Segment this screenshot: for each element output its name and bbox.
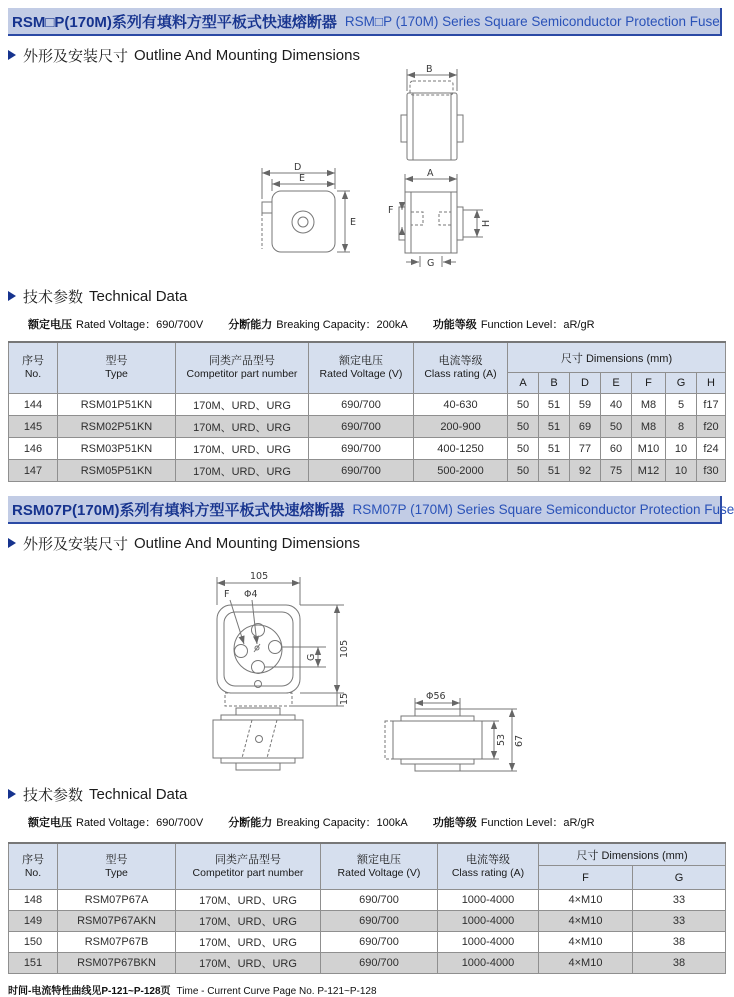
table-cell: RSM07P67B [58, 932, 176, 953]
table-cell: 145 [9, 416, 58, 438]
table-cell: f24 [697, 438, 726, 460]
table-row [9, 460, 726, 482]
dim-label-53: 53 [496, 733, 507, 746]
table-cell: 60 [601, 438, 632, 460]
table-cell: 4×M10 [539, 890, 633, 911]
dim-label-a: A [427, 168, 434, 179]
table-cell: 690/700 [309, 460, 414, 482]
table-cell: 170M、URD、URG [176, 911, 321, 932]
col-header-dim: H [697, 373, 726, 394]
series-title-en: RSM□P (170M) Series Square Semiconductor Protection Fuse [344, 13, 720, 29]
col-header-dim: E [601, 373, 632, 394]
table-cell: 1000-4000 [438, 890, 539, 911]
table-cell: 690/700 [309, 394, 414, 416]
table-cell: 144 [9, 394, 58, 416]
table-cell: 75 [601, 460, 632, 482]
tech-title-zh: 技术参数 [23, 786, 84, 804]
table-cell: f20 [697, 416, 726, 438]
outline-title-zh: 外形及安装尺寸 [23, 535, 129, 553]
col-header-competitor: 同类产品型号 Competitor part number [176, 342, 309, 394]
table-row [9, 953, 726, 974]
dim-label-e-top: E [299, 173, 306, 184]
technical-table-2 [8, 842, 726, 974]
dim-label-phi56: Φ56 [426, 691, 446, 702]
table-cell: 50 [508, 416, 539, 438]
table-row [9, 911, 726, 932]
dim-label-f: F [388, 205, 394, 216]
dim-label-f: F [224, 589, 230, 600]
table-row [9, 438, 726, 460]
table-cell: 690/700 [321, 932, 438, 953]
col-header-dimensions: 尺寸 Dimensions (mm) [508, 342, 726, 373]
table-cell: 690/700 [321, 890, 438, 911]
table-cell: M10 [632, 438, 666, 460]
spec-line-1 [28, 316, 730, 330]
table-cell: 4×M10 [539, 932, 633, 953]
table-cell: 50 [508, 394, 539, 416]
spec-function-level: 功能等级 Function Level：aR/gR [432, 319, 595, 331]
dim-label-g: G [427, 258, 435, 269]
triangle-bullet-icon [8, 538, 16, 548]
table-cell: 51 [539, 438, 570, 460]
outline-section-title-2 [8, 533, 730, 553]
table-cell: 59 [570, 394, 601, 416]
table-cell: RSM07P67BKN [58, 953, 176, 974]
table-cell: 170M、URD、URG [176, 438, 309, 460]
table-cell: 149 [9, 911, 58, 932]
table-cell: 500-2000 [414, 460, 508, 482]
col-header-dim: F [539, 866, 633, 890]
catalog-page [0, 8, 734, 997]
table-header-row [9, 843, 726, 866]
table-cell: RSM03P51KN [58, 438, 176, 460]
col-header-class: 电流等级 Class rating (A) [438, 843, 539, 890]
outline-drawing-rsm07p [0, 563, 730, 775]
dim-label-15: 15 [339, 692, 350, 705]
triangle-bullet-icon [8, 789, 16, 799]
tech-section-title-2 [8, 784, 730, 804]
technical-table-1 [8, 341, 726, 482]
tech-title-zh: 技术参数 [23, 288, 84, 306]
table-cell: 51 [539, 460, 570, 482]
col-header-competitor: 同类产品型号 Competitor part number [176, 843, 321, 890]
table-cell: 33 [633, 890, 726, 911]
table-cell: 50 [508, 460, 539, 482]
col-header-voltage: 额定电压 Rated Voltage (V) [309, 342, 414, 394]
page-footer-note: 时间-电流特性曲线见P-121~P-128页 Time - Current Curve Page No. P-121~P-128 [8, 986, 377, 997]
series-header-bar-1 [8, 8, 722, 36]
series-title-en: RSM07P (170M) Series Square Semiconductor Protection Fuse [352, 501, 734, 517]
table-cell: 170M、URD、URG [176, 932, 321, 953]
table-cell: 10 [666, 438, 697, 460]
tech-title-en: Technical Data [89, 785, 188, 803]
table-cell: 38 [633, 932, 726, 953]
spec-rated-voltage: 额定电压 Rated Voltage：690/700V [28, 817, 204, 829]
table-cell: 170M、URD、URG [176, 890, 321, 911]
dim-label-h: H [481, 219, 492, 227]
table-header-row [9, 342, 726, 373]
table-row [9, 416, 726, 438]
table-cell: RSM02P51KN [58, 416, 176, 438]
table-cell: 150 [9, 932, 58, 953]
table-cell: 10 [666, 460, 697, 482]
table-row [9, 932, 726, 953]
table-cell: 400-1250 [414, 438, 508, 460]
table-cell: 4×M10 [539, 911, 633, 932]
spec-rated-voltage: 额定电压 Rated Voltage：690/700V [28, 319, 204, 331]
table-cell: 4×M10 [539, 953, 633, 974]
spec-breaking-capacity: 分断能力 Breaking Capacity：100kA [228, 817, 408, 829]
spec-breaking-capacity: 分断能力 Breaking Capacity：200kA [228, 319, 408, 331]
table-cell: 40-630 [414, 394, 508, 416]
table-cell: f30 [697, 460, 726, 482]
dim-label-g: G [306, 653, 317, 661]
col-header-voltage: 额定电压 Rated Voltage (V) [321, 843, 438, 890]
table-cell: M8 [632, 416, 666, 438]
col-header-no: 序号 No. [9, 843, 58, 890]
col-header-dimensions: 尺寸 Dimensions (mm) [539, 843, 726, 866]
table-cell: 151 [9, 953, 58, 974]
table-cell: 170M、URD、URG [176, 394, 309, 416]
table-cell: 1000-4000 [438, 932, 539, 953]
outline-title-zh: 外形及安装尺寸 [23, 47, 129, 65]
col-header-dim: B [539, 373, 570, 394]
table-cell: 146 [9, 438, 58, 460]
dim-label-phi4: Φ4 [244, 589, 258, 600]
table-cell: 38 [633, 953, 726, 974]
dim-label-b: B [426, 64, 433, 75]
table-cell: 690/700 [321, 911, 438, 932]
outline-title-en: Outline And Mounting Dimensions [134, 46, 360, 64]
table-cell: 8 [666, 416, 697, 438]
table-cell: 148 [9, 890, 58, 911]
table-cell: RSM07P67A [58, 890, 176, 911]
table-cell: f17 [697, 394, 726, 416]
table-row [9, 890, 726, 911]
table-cell: 170M、URD、URG [176, 953, 321, 974]
table-cell: 170M、URD、URG [176, 460, 309, 482]
table-cell: 77 [570, 438, 601, 460]
table-row [9, 394, 726, 416]
table-cell: 170M、URD、URG [176, 416, 309, 438]
table-cell: 51 [539, 416, 570, 438]
table-cell: 33 [633, 911, 726, 932]
spec-line-2 [28, 814, 730, 828]
col-header-dim: G [666, 373, 697, 394]
dim-label-e-right: E [350, 217, 357, 228]
table-cell: M8 [632, 394, 666, 416]
triangle-bullet-icon [8, 291, 16, 301]
dim-label-105-top: 105 [250, 571, 269, 582]
series-header-bar-2 [8, 496, 734, 524]
outline-section-title-1 [8, 45, 730, 65]
outline-title-en: Outline And Mounting Dimensions [134, 534, 360, 552]
dim-label-67: 67 [514, 734, 525, 747]
table-cell: 1000-4000 [438, 911, 539, 932]
table-cell: RSM01P51KN [58, 394, 176, 416]
table-cell: 690/700 [321, 953, 438, 974]
series-title-zh: RSM07P(170M)系列有填料方型平板式快速熔断器 [12, 501, 345, 519]
table-cell: 147 [9, 460, 58, 482]
table-cell: 200-900 [414, 416, 508, 438]
col-header-dim: F [632, 373, 666, 394]
table-cell: 690/700 [309, 416, 414, 438]
series-title-zh: RSM□P(170M)系列有填料方型平板式快速熔断器 [12, 13, 337, 31]
table-cell: 690/700 [309, 438, 414, 460]
table-cell: 69 [570, 416, 601, 438]
table-cell: RSM07P67AKN [58, 911, 176, 932]
col-header-class: 电流等级 Class rating (A) [414, 342, 508, 394]
triangle-bullet-icon [8, 50, 16, 60]
table-cell: 1000-4000 [438, 953, 539, 974]
col-header-type: 型号 Type [58, 342, 176, 394]
table-cell: 51 [539, 394, 570, 416]
col-header-dim: A [508, 373, 539, 394]
tech-title-en: Technical Data [89, 287, 188, 305]
col-header-dim: G [633, 866, 726, 890]
col-header-dim: D [570, 373, 601, 394]
outline-drawing-rsmp [0, 65, 730, 277]
spec-function-level: 功能等级 Function Level：aR/gR [432, 817, 595, 829]
dim-label-105-right: 105 [339, 639, 350, 658]
table-cell: 5 [666, 394, 697, 416]
table-cell: 92 [570, 460, 601, 482]
table-cell: M12 [632, 460, 666, 482]
table-cell: 50 [601, 416, 632, 438]
col-header-type: 型号 Type [58, 843, 176, 890]
col-header-no: 序号 No. [9, 342, 58, 394]
tech-section-title-1 [8, 286, 730, 306]
table-cell: 40 [601, 394, 632, 416]
dim-label-d: D [294, 162, 302, 173]
table-cell: RSM05P51KN [58, 460, 176, 482]
table-cell: 50 [508, 438, 539, 460]
